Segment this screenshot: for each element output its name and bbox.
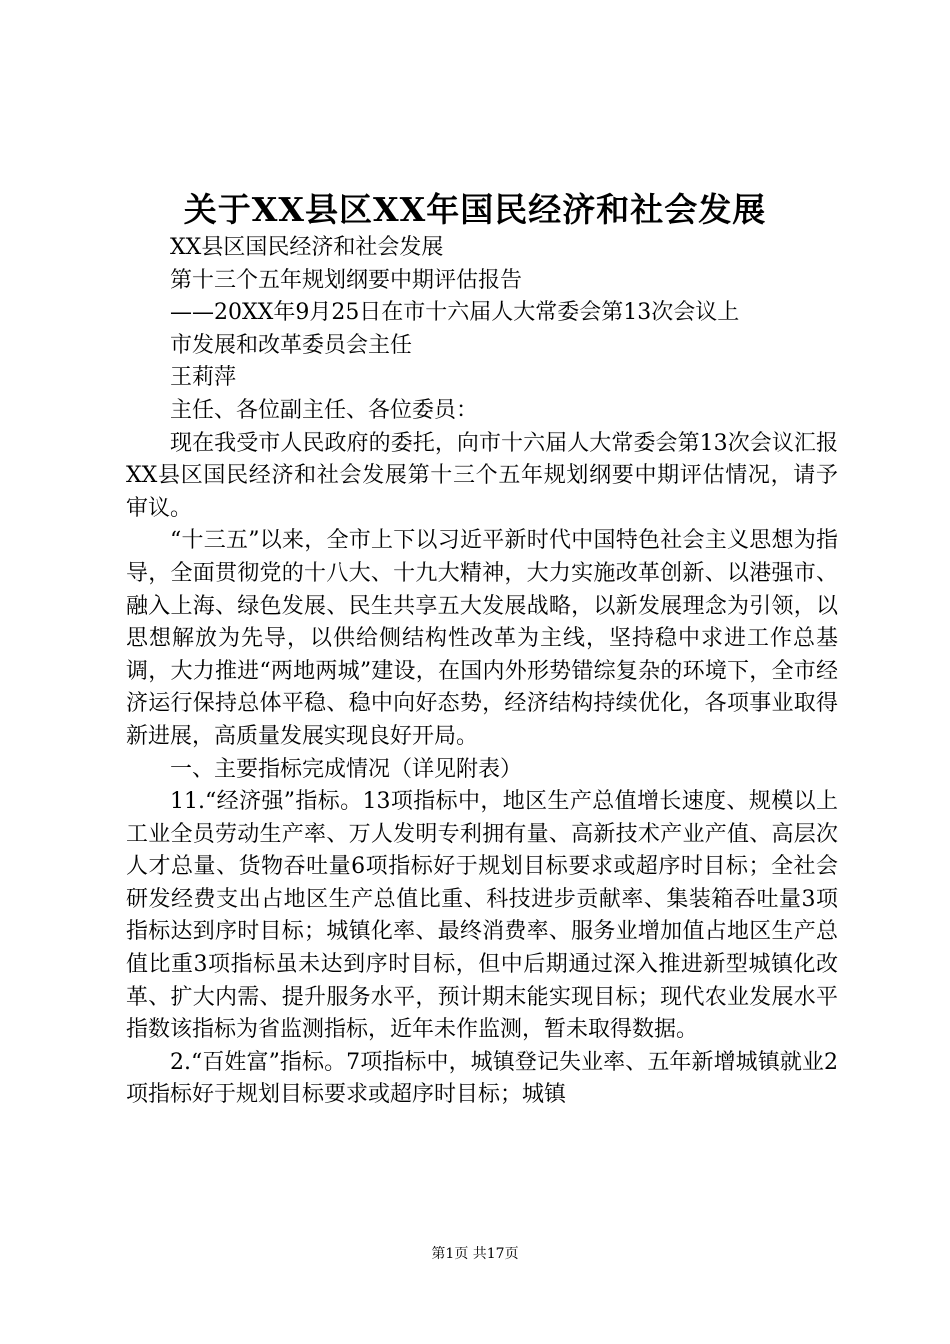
subtitle-line-1: XX县区国民经济和社会发展 bbox=[170, 235, 444, 260]
salutation: 主任、各位副主任、各位委员： bbox=[170, 397, 479, 423]
page-number-footer: 第1页 共17页 bbox=[431, 1246, 519, 1262]
body-paragraph: “十三五”以来，全市上下以习近平新时代中国特色社会主义思想为指导，全面贯彻党的十八大、十九大精神，大力实施改革创新、以港强市、融入上海、绿色发展、民生共享五大发展战略，以新发展理念为引领，以思想解放为先导，以供给侧结构性改革为主线，坚持稳中求进工作总基调，大力推进“两地两城”建设，在国内外形势错综复杂的环境下，全市经济运行保持总体平稳、稳中向好态势，经济结构持续优化，各项事业取得新进展，高质量发展实现良好开局。 bbox=[126, 528, 838, 749]
document-body bbox=[126, 232, 838, 1112]
meeting-line: ——20XX年9月25日在市十六届人大常委会第13次会议上 bbox=[170, 300, 740, 326]
body-paragraph: 11.“经济强”指标。13项指标中，地区生产总值增长速度、规模以上工业全员劳动生产率、万人发明专利拥有量、高新技术产业产值、高层次人才总量、货物吞吐量6项指标好于规划目标要求或超序时目标；全社会研发经费支出占地区生产总值比重、科技进步贡献率、集装箱吞吐量3项指标达到序时目标；城镇化率、最终消费率、服务业增加值占地区生产总值比重3项指标虽未达到序时目标，但中后期通过深入推进新型城镇化改革、扩大内需、提升服务水平，预计期末能实现目标；现代农业发展水平指数该指标为省监测指标，近年未作监测，暂未取得数据。 bbox=[126, 789, 838, 1043]
body-paragraph: 现在我受市人民政府的委托，向市十六届人大常委会第13次会议汇报XX县区国民经济和社会发展第十三个五年规划纲要中期评估情况，请予审议。 bbox=[126, 430, 838, 521]
document-title: 关于XX县区XX年国民经济和社会发展 bbox=[183, 190, 767, 229]
section-heading: 一、主要指标完成情况（详见附表） bbox=[170, 756, 523, 782]
body-paragraph: 2.“百姓富”指标。7项指标中，城镇登记失业率、五年新增城镇就业2项指标好于规划目标要求或超序时目标；城镇 bbox=[126, 1049, 838, 1108]
speaker-name: 王莉萍 bbox=[170, 365, 237, 391]
subtitle-line-2: 第十三个五年规划纲要中期评估报告 bbox=[170, 267, 523, 293]
speaker-position: 市发展和改革委员会主任 bbox=[170, 332, 413, 358]
